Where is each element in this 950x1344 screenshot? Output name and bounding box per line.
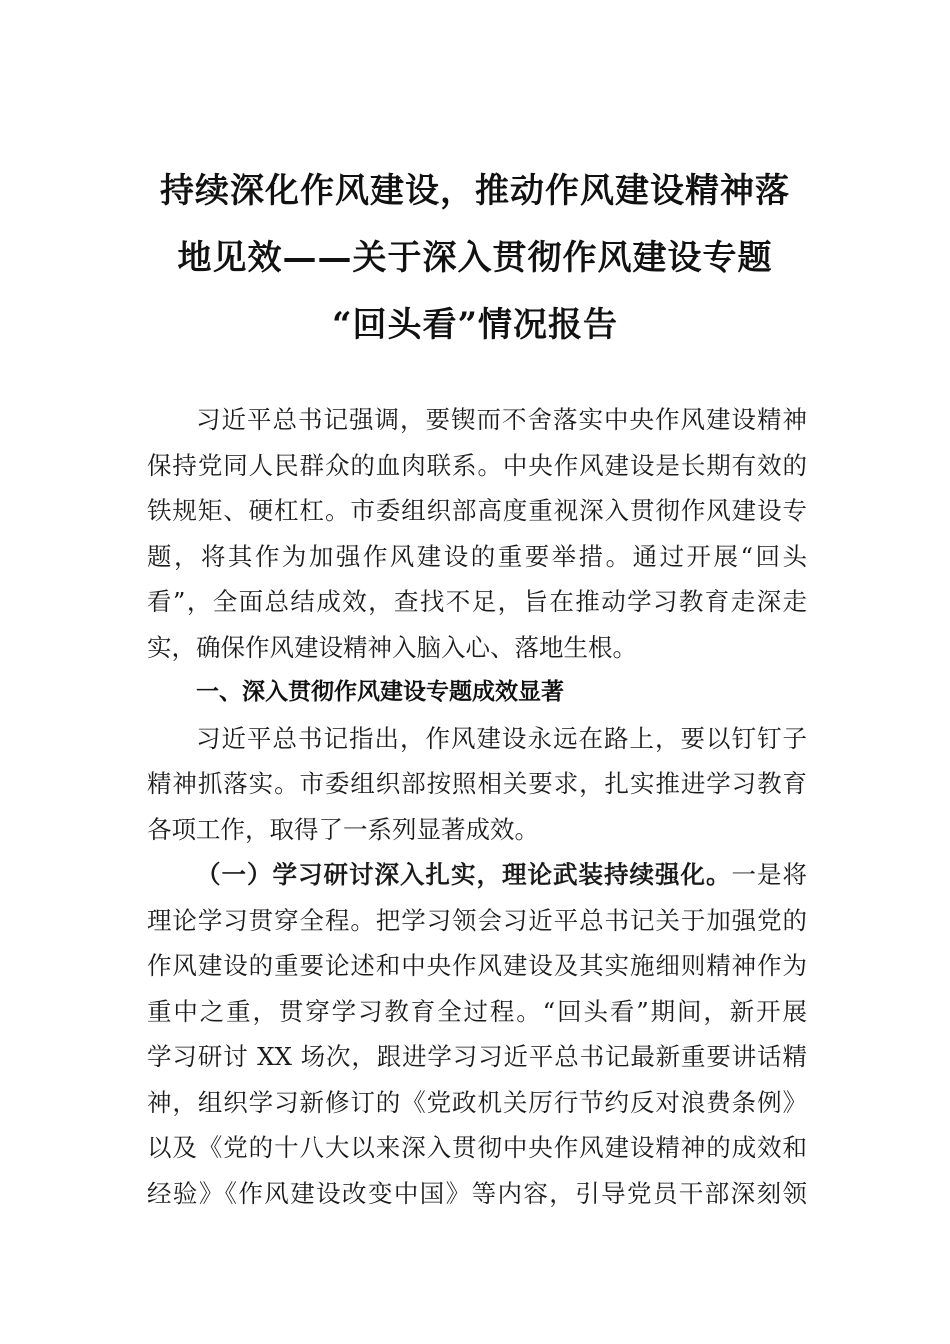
intro-line: 实，确保作风建设精神入脑入心、落地生根。 xyxy=(147,632,637,662)
subsection-1-line: 作风建设的重要论述和中央作风建设及其实施细则精神作为 xyxy=(147,951,807,980)
section-1-heading: 一、深入贯彻作风建设专题成效显著 xyxy=(196,679,564,705)
subsection-1-line: 重中之重，贯穿学习教育全过程。“回头看”期间，新开展 xyxy=(147,996,807,1026)
title-line-3: “回头看”情况报告 xyxy=(331,305,619,345)
subsection-1-heading: （一）学习研讨深入扎实，理论武装持续强化。 xyxy=(196,860,732,889)
subsection-1-line: 神，组织学习新修订的《党政机关厉行节约反对浪费条例》 xyxy=(147,1087,807,1117)
subsection-1-line: 学习研讨 XX 场次，跟进学习习近平总书记最新重要讲话精 xyxy=(147,1042,807,1071)
intro-line: 题，将其作为加强作风建设的重要举措。通过开展“回头 xyxy=(147,541,807,571)
intro-line: 习近平总书记强调，要锲而不舍落实中央作风建设精神 xyxy=(196,405,807,434)
intro-line: 铁规矩、硬杠杠。市委组织部高度重视深入贯彻作风建设专 xyxy=(147,496,807,525)
intro-paragraph xyxy=(147,397,807,670)
intro-line: 保持党同人民群众的血肉联系。中央作风建设是长期有效的 xyxy=(147,450,807,480)
section-1-line: 各项工作，取得了一系列显著成效。 xyxy=(147,814,539,844)
document-title xyxy=(120,158,830,359)
title-line-2: 地见效——关于深入贯彻作风建设专题 xyxy=(177,238,773,278)
section-1-paragraph xyxy=(147,716,807,853)
section-1-line: 精神抓落实。市委组织部按照相关要求，扎实推进学习教育 xyxy=(147,769,807,798)
subsection-1-first-line xyxy=(147,852,807,898)
subsection-1-line: 经验》《作风建设改变中国》等内容，引导党员干部深刻领 xyxy=(147,1178,807,1208)
title-line-1: 持续深化作风建设，推动作风建设精神落 xyxy=(160,171,790,211)
subsection-1-line: 理论学习贯穿全程。把学习领会习近平总书记关于加强党的 xyxy=(147,905,807,935)
subsection-1-paragraph xyxy=(147,852,807,1216)
intro-line: 看”，全面总结成效，查找不足，旨在推动学习教育走深走 xyxy=(147,587,807,616)
subsection-1-first-line-rest: 一是将 xyxy=(731,860,807,889)
section-1-line: 习近平总书记指出，作风建设永远在路上，要以钉钉子 xyxy=(196,723,807,753)
subsection-1-line: 以及《党的十八大以来深入贯彻中央作风建设精神的成效和 xyxy=(147,1133,807,1162)
document-body xyxy=(147,397,807,1216)
